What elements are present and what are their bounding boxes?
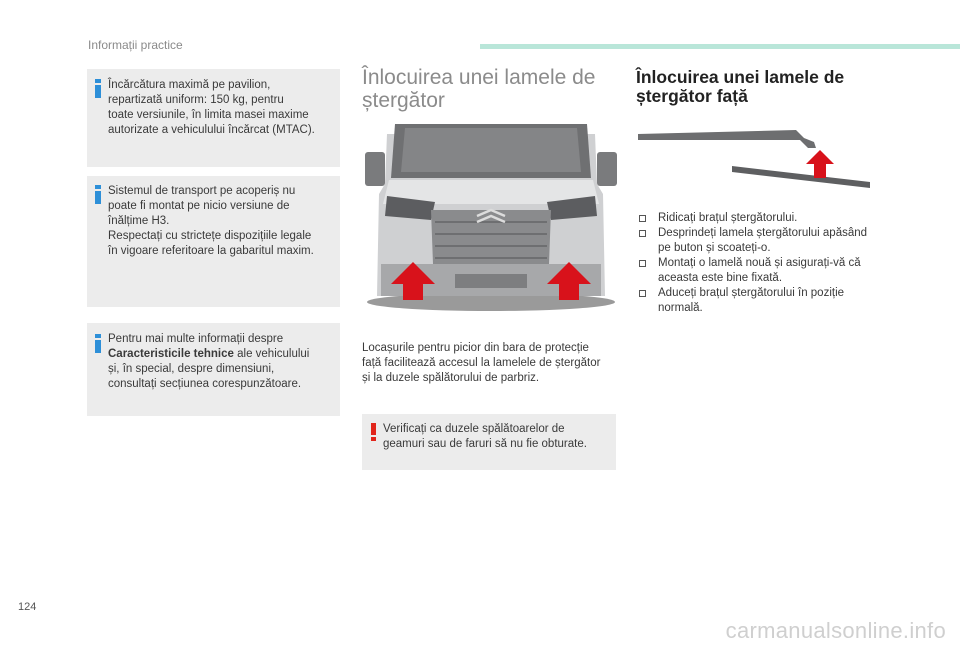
page-header-title: Informații practice bbox=[88, 38, 183, 52]
watermark: carmanualsonline.info bbox=[725, 618, 946, 643]
list-item: Montați o lamelă nouă și asigurați-vă că aceasta este bine fixată. bbox=[636, 256, 886, 286]
warning-icon bbox=[371, 423, 376, 441]
checkbox-bullet-icon bbox=[639, 260, 646, 267]
footrest-description: Locașurile pentru picior din bara de protecție față facilitează accesul la lamelele de ștergător și la duzele spălătorului de parbriz. bbox=[362, 342, 601, 384]
info-box-roof-load-text: Încărcătura maximă pe pavilion, repartizată uniform: 150 kg, pentru toate versiunile, în limita masei maxime autorizate a vehiculului încărcat (MTAC). bbox=[108, 79, 315, 136]
van-front-illustration bbox=[365, 124, 617, 320]
info-icon bbox=[95, 185, 101, 204]
checkbox-bullet-icon bbox=[639, 215, 646, 222]
wiper-replacement-steps bbox=[636, 211, 886, 316]
info-box-roof-system-text: Sistemul de transport pe acoperiș nu poate fi montat pe nicio versiune de înălțime H3. Respectați cu strictețe dispozițiile legale în vigoare referitoare la gabaritul maxim. bbox=[108, 185, 314, 257]
technical-specs-link-text: Caracteristicile tehnice bbox=[108, 348, 234, 360]
info-icon bbox=[95, 334, 101, 353]
info-icon bbox=[95, 79, 101, 98]
section-heading-wiper: Înlocuirea unei lamele de ștergător bbox=[362, 66, 596, 112]
wiper-blade-illustration bbox=[636, 124, 872, 194]
checkbox-bullet-icon bbox=[639, 290, 646, 297]
checkbox-bullet-icon bbox=[639, 230, 646, 237]
warning-text: Verificați ca duzele spălătoarelor de geamuri sau de faruri să nu fie obturate. bbox=[383, 423, 587, 450]
header-accent-bar bbox=[480, 44, 960, 49]
info-box-technical-specs-text: Pentru mai multe informații despre Caracteristicile tehnice ale vehiculului și, în special, despre dimensiuni, consultați secțiunea corespunzătoare. bbox=[108, 333, 310, 390]
list-item: Desprindeți lamela ștergătorului apăsând pe buton și scoateți-o. bbox=[636, 226, 886, 256]
page-number: 124 bbox=[18, 601, 37, 613]
section-heading-front-wiper: Înlocuirea unei lamele de ștergător față bbox=[636, 67, 845, 106]
list-item: Aduceți brațul ștergătorului în poziție normală. bbox=[636, 286, 886, 316]
list-item: Ridicați brațul ștergătorului. bbox=[636, 211, 886, 226]
